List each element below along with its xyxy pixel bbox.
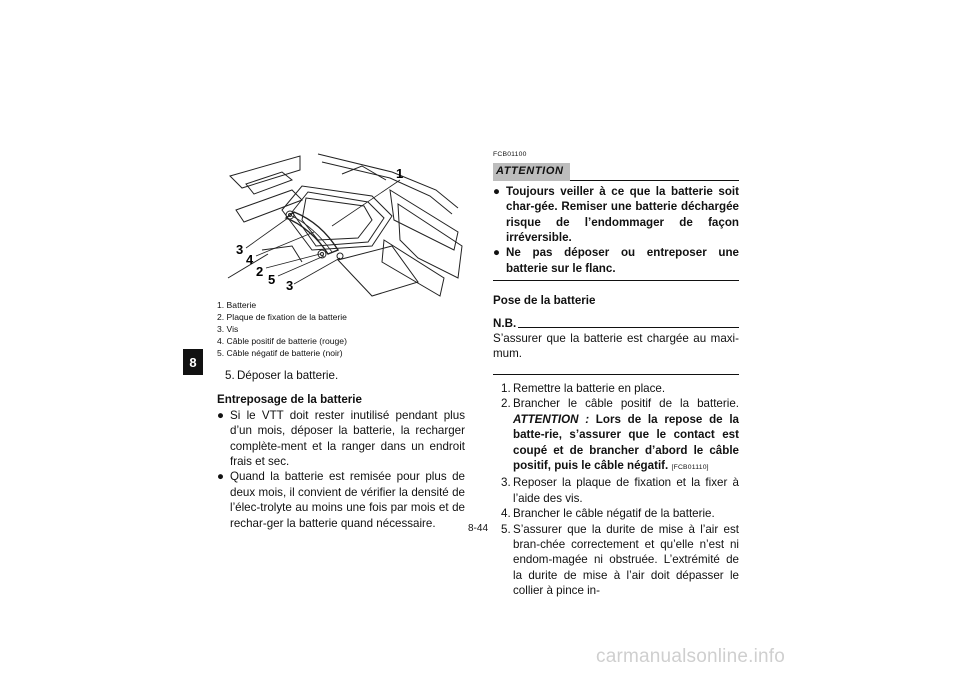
attention-code: FCB01100 xyxy=(493,151,527,158)
battery-illustration xyxy=(222,150,468,300)
chapter-tab xyxy=(183,349,203,375)
step-number: 3. xyxy=(501,476,511,490)
bullet-text: Ne pas déposer ou entreposer une batterie sur le flanc. xyxy=(506,246,739,275)
attention-label: ATTENTION xyxy=(493,163,570,180)
install-heading: Pose de la batterie xyxy=(493,294,596,308)
step-attention-text: Lors de la repose de la batte-rie, s’assurer que le contact est coupé et de brancher d’abord le câble positif, puis le câble négatif. xyxy=(513,412,739,472)
step-number: 1. xyxy=(501,381,511,395)
caption-4: 4. Câble positif de batterie (rouge) xyxy=(217,336,347,347)
step-number: 2. xyxy=(501,397,511,411)
step-text: Remettre la batterie en place. xyxy=(513,381,666,395)
attention-header xyxy=(493,163,739,180)
step-text: Déposer la batterie. xyxy=(237,369,339,382)
step-text: Brancher le câble positif de la batterie. xyxy=(513,397,739,411)
callout-2: 2 xyxy=(256,264,264,279)
nb-rule-top xyxy=(518,327,739,328)
step-text: Reposer la plaque de fixation et la fixer à l’aide des vis. xyxy=(513,476,739,505)
install-step-3 xyxy=(493,475,739,506)
step-number: 5. xyxy=(225,369,235,382)
removal-step-5 xyxy=(217,368,465,383)
bullet-icon: ● xyxy=(217,408,225,422)
watermark: carmanualsonline.info xyxy=(596,646,786,667)
left-column xyxy=(217,368,465,531)
step-text: Brancher le câble négatif de la batterie. xyxy=(513,507,715,521)
callout-3b: 3 xyxy=(286,278,294,293)
figure-captions xyxy=(217,299,347,359)
storage-bullet-2 xyxy=(217,469,465,531)
caption-5: 5. Câble négatif de batterie (noir) xyxy=(217,348,343,359)
bullet-icon: ● xyxy=(217,470,225,484)
attention-rule xyxy=(570,180,739,181)
callout-3a: 3 xyxy=(236,242,244,257)
nb-header xyxy=(493,316,739,331)
bullet-icon: ● xyxy=(493,246,501,260)
step-attention-prefix: ATTENTION : xyxy=(513,412,590,426)
callout-1: 1 xyxy=(396,166,404,181)
callout-5: 5 xyxy=(268,272,276,287)
nb-text: S’assurer que la batterie est chargée au maxi-mum. xyxy=(493,332,739,361)
attention-bullet-1 xyxy=(493,184,739,246)
page-number: 8-44 xyxy=(468,523,489,534)
caption-3: 3. Vis xyxy=(217,324,239,335)
chapter-number: 8 xyxy=(189,354,197,370)
bullet-text: Si le VTT doit rester inutilisé pendant plus d’un mois, déposer la batterie, la recharger complète-ment et la ranger dans un endroit frais et sec. xyxy=(230,408,465,469)
bullet-text: Quand la batterie est remisée pour plus de deux mois, il convient de vérifier la densité de l’élec-trolyte au moins une fois par mois et de rechar-ger la batterie quand nécessaire. xyxy=(230,470,465,530)
nb-label: N.B. xyxy=(493,316,517,330)
storage-bullet-1 xyxy=(217,408,465,470)
caption-1: 1. Batterie xyxy=(217,300,257,310)
step-text: S’assurer que la durite de mise à l’air est bran-chée correctement et qu’elle n’est ni endom-magée ni obstruée. L’extrémité de la durite de mise à l’air doit dépasser le collier à pince in- xyxy=(513,522,739,598)
install-step-1 xyxy=(493,381,739,396)
storage-heading: Entreposage de la batterie xyxy=(217,393,362,407)
bullet-icon: ● xyxy=(493,184,501,198)
step-attention-code: [FCB01110] xyxy=(671,463,709,471)
battery-figure xyxy=(222,150,468,300)
bullet-text: Toujours veiller à ce que la batterie soit char-gée. Remiser une batterie déchargée risque de l’endommager de façon irréversible. xyxy=(506,184,739,245)
step-number: 4. xyxy=(501,507,511,521)
install-step-4 xyxy=(493,506,739,521)
attention-bullet-2 xyxy=(493,245,739,276)
install-step-2 xyxy=(493,396,739,475)
caption-2: 2. Plaque de fixation de la batterie xyxy=(217,312,347,323)
right-column xyxy=(493,147,739,599)
step-number: 5. xyxy=(501,522,511,536)
callout-4: 4 xyxy=(246,252,254,267)
install-step-5 xyxy=(493,522,739,599)
